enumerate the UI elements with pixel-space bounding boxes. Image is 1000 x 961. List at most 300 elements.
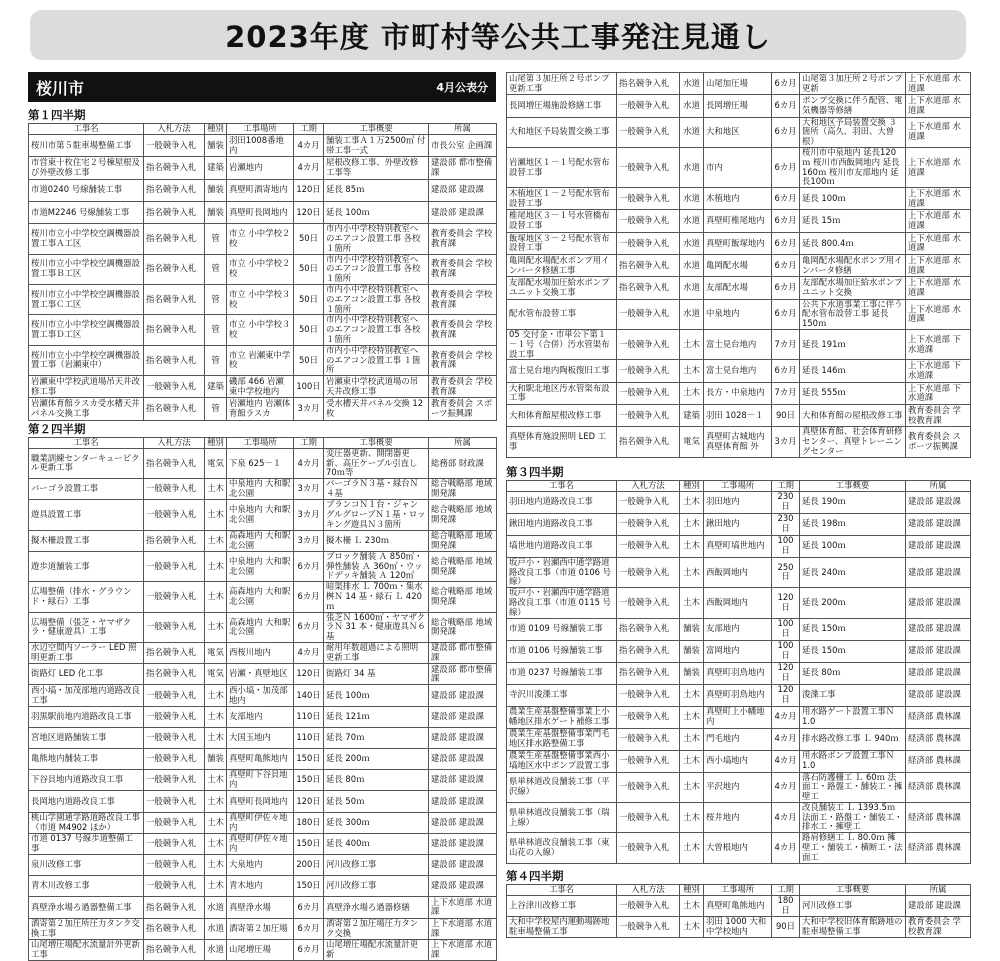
cell-bid-method: 一般競争入札 [617, 232, 680, 254]
cell-department: 上下水道部 水道課 [429, 918, 497, 939]
cell-category: 土木 [205, 685, 227, 706]
cell-work-name: 大和駅北地区汚水管渠布設工事 [507, 382, 617, 404]
cell-department: 建設部 建設課 [906, 895, 971, 916]
cell-location: 友部配水場 [704, 277, 772, 299]
cell-bid-method: 指名競争入札 [617, 255, 680, 277]
column-header-location: 工事場所 [227, 124, 294, 135]
cell-category: 土木 [680, 491, 704, 513]
cell-bid-method: 一般競争入札 [617, 750, 680, 772]
cell-department: 建設部 建設課 [429, 833, 497, 854]
cell-department: 総合戦略部 地域開発課 [429, 551, 497, 581]
cell-location: 岩瀬・真壁地区 [227, 664, 294, 685]
table-row [507, 588, 971, 618]
table-row [29, 854, 497, 875]
cell-duration: 4カ月 [294, 157, 324, 179]
cell-department: 上下水道部 下水道課 [906, 360, 971, 382]
cell-category: 舗装 [205, 135, 227, 157]
cell-department: 上下水道部 下水道課 [906, 382, 971, 404]
cell-bid-method: 指名競争入札 [144, 201, 205, 223]
cell-bid-method: 一般競争入札 [617, 557, 680, 587]
cell-duration: 150日 [294, 876, 324, 897]
cell-summary: 山尾第３加圧所２号ポンプ更新 [800, 73, 906, 95]
cell-summary: 延長 240ｍ [800, 557, 906, 587]
cell-work-name: 広場整備（排水・グラウンド・緑石）工事 [29, 582, 144, 612]
table-row [29, 643, 497, 664]
cell-department: 建設部 建設課 [429, 854, 497, 875]
cell-duration: 100日 [294, 376, 324, 398]
cell-location: 西飯岡地内 [704, 588, 772, 618]
cell-category: 土木 [680, 833, 704, 863]
cell-department: 上下水道部 水道課 [906, 232, 971, 254]
cell-location: 大国玉地内 [227, 727, 294, 748]
cell-department: 建設部 建設課 [906, 557, 971, 587]
cell-summary: 市内小中学校特別教室へのエアコン設置工事 各校１箇所 [324, 224, 429, 254]
cell-summary: 路肩修繕工 Ｌ 80.0ｍ 擁壁工・舗装工・横断工・法面工 [800, 833, 906, 863]
cell-summary: 浚渫工事 [800, 684, 906, 706]
right-column [506, 72, 970, 938]
cell-bid-method: 一般競争入札 [617, 95, 680, 117]
cell-bid-method: 一般競争入札 [617, 382, 680, 404]
cell-bid-method: 指名競争入札 [144, 448, 205, 478]
cell-work-name: 西小塙・加茂部地内道路改良工事 [29, 685, 144, 706]
cell-summary: 市内小中学校特別教室へのエアコン設置工事 各校１箇所 [324, 315, 429, 345]
cell-duration: 180日 [294, 812, 324, 833]
cell-location: 真壁町古城地内 真壁体育館 外 [704, 427, 772, 457]
left-column [28, 72, 496, 961]
cell-category: 土木 [680, 557, 704, 587]
cell-summary: 亀岡配水場配水ポンプ用インバータ修繕 [800, 255, 906, 277]
cell-duration: 120日 [294, 791, 324, 812]
cell-summary: パーゴラＮ３基・緑台Ｎ４基 [324, 479, 429, 500]
cell-bid-method: 一般競争入札 [617, 916, 680, 937]
cell-location: 富士見台地内 [704, 360, 772, 382]
cell-department: 建設部 建設課 [429, 812, 497, 833]
table-row [29, 135, 497, 157]
cell-summary: 排水路改修工事 Ｌ 940ｍ [800, 728, 906, 750]
cell-bid-method: 一般競争入札 [617, 117, 680, 147]
cell-category: 土木 [205, 876, 227, 897]
cell-bid-method: 一般競争入札 [144, 727, 205, 748]
cell-work-name: 羽田地内道路改良工事 [507, 491, 617, 513]
cell-summary: 落石防護柵工 Ｌ 60ｍ 法面工・路盤工・舗装工・擁壁工 [800, 772, 906, 802]
cell-duration: 6カ月 [772, 232, 800, 254]
cell-summary: 延長 100ｍ [324, 201, 429, 223]
cell-bid-method: 一般競争入札 [144, 479, 205, 500]
cell-summary: 受水槽天井パネル交換 12 枚 [324, 398, 429, 420]
cell-department: 上下水道部 水道課 [906, 210, 971, 232]
cell-location: 市立 小中学校３校 [227, 315, 294, 345]
cell-summary: 大和中学校旧体育館跡地の駐車場整備工事 [800, 916, 906, 937]
cell-duration: 230日 [772, 513, 800, 535]
cell-duration: 180日 [772, 895, 800, 916]
cell-work-name: 山尾第３加圧所２号ポンプ更新工事 [507, 73, 617, 95]
cell-duration: 7カ月 [772, 382, 800, 404]
cell-location: 真壁町塙世地内 [704, 535, 772, 557]
cell-duration: 6カ月 [294, 939, 324, 960]
cell-duration: 50日 [294, 224, 324, 254]
cell-bid-method: 一般競争入札 [617, 728, 680, 750]
cell-summary: 延長 800.4ｍ [800, 232, 906, 254]
table-row [29, 530, 497, 551]
cell-category: 土木 [680, 330, 704, 360]
cell-bid-method: 指名競争入札 [144, 643, 205, 664]
cell-department: 建設部 建設課 [429, 685, 497, 706]
cell-location: 亀岡配水場 [704, 255, 772, 277]
table-row [507, 255, 971, 277]
table-row [29, 727, 497, 748]
column-header-summary: 工事概要 [324, 124, 429, 135]
cell-bid-method: 一般競争入札 [617, 299, 680, 329]
cell-department: 上下水道部 水道課 [906, 147, 971, 187]
table-row [29, 179, 497, 201]
cell-bid-method: 指名競争入札 [144, 157, 205, 179]
cell-category: 水道 [680, 232, 704, 254]
cell-work-name: 市道M2246 号線舗装工事 [29, 201, 144, 223]
cell-summary: 酒寄第２加圧場圧力タンク交換 [324, 918, 429, 939]
cell-summary: 延長 100ｍ [324, 685, 429, 706]
cell-category: 土木 [680, 535, 704, 557]
cell-bid-method: 指名競争入札 [144, 918, 205, 939]
table-row [507, 360, 971, 382]
cell-department: 建設部 建設課 [906, 535, 971, 557]
column-header-work-name: 工事名 [29, 124, 144, 135]
cell-duration: 230日 [772, 491, 800, 513]
cell-category: 水道 [680, 299, 704, 329]
cell-category: 土木 [680, 588, 704, 618]
table-row [507, 299, 971, 329]
cell-department: 総合戦略部 地域開発課 [429, 530, 497, 551]
table-row [507, 405, 971, 427]
cell-location: 岩瀬地内 [227, 157, 294, 179]
cell-bid-method: 指名競争入札 [144, 254, 205, 284]
cell-department: 建設部 建設課 [429, 706, 497, 727]
cell-duration: 110日 [294, 727, 324, 748]
cell-work-name: 広場整備（張芝・ヤマザクラ・健康遊具）工事 [29, 612, 144, 642]
cell-location: 羽田 1028－１ [704, 405, 772, 427]
table-header-row [29, 124, 497, 135]
table-row [29, 833, 497, 854]
cell-category: 土木 [205, 479, 227, 500]
cell-summary: 延長 400ｍ [324, 833, 429, 854]
cell-department: 教育委員会 学校教育課 [906, 405, 971, 427]
cell-department: 総合戦略部 地域開発課 [429, 582, 497, 612]
cell-summary: 市内小中学校特別教室へのエアコン設置工事 １箇所 [324, 345, 429, 375]
cell-department: 教育委員会 学校教育課 [429, 224, 497, 254]
cell-department: 経済部 農林課 [906, 728, 971, 750]
cell-work-name: 職業訓練センターキュービクル更新工事 [29, 448, 144, 478]
cell-department: 総合戦略部 地域開発課 [429, 479, 497, 500]
cell-duration: 6カ月 [294, 582, 324, 612]
cell-bid-method: 指名競争入札 [144, 179, 205, 201]
table-row [29, 897, 497, 918]
cell-summary: 張芝Ｎ 1600㎡・ヤマザクラＮ 31 本・健康遊具Ｎ６基 [324, 612, 429, 642]
cell-department: 教育委員会 学校教育課 [429, 254, 497, 284]
table-row [29, 685, 497, 706]
cell-location: 友部地内 [227, 706, 294, 727]
table-row [29, 551, 497, 581]
cell-location: 中泉地内 大和駅北公園 [227, 479, 294, 500]
cell-department: 総務部 財政課 [429, 448, 497, 478]
cell-category: 土木 [680, 772, 704, 802]
cell-bid-method: 指名競争入札 [617, 277, 680, 299]
cell-category: 建築 [205, 376, 227, 398]
cell-duration: 200日 [294, 854, 324, 875]
table-row [507, 535, 971, 557]
cell-category: 土木 [680, 750, 704, 772]
cell-category: 舗装 [680, 618, 704, 640]
cell-work-name: 鍬田地内道路改良工事 [507, 513, 617, 535]
cell-duration: 4カ月 [772, 802, 800, 832]
cell-location: 真壁町羽鳥地内 [704, 684, 772, 706]
cell-duration: 3カ月 [294, 500, 324, 530]
cell-work-name: バーゴラ設置工事 [29, 479, 144, 500]
cell-summary: 延長 85ｍ [324, 179, 429, 201]
cell-bid-method: 一般競争入札 [144, 582, 205, 612]
cell-summary: ポンプ交換に伴う配管、電気機器等修繕 [800, 95, 906, 117]
cell-summary: 延長 150ｍ [800, 640, 906, 662]
cell-bid-method: 一般競争入札 [144, 135, 205, 157]
cell-location: 真壁町長岡地内 [227, 791, 294, 812]
cell-department: 建設部 建設課 [429, 770, 497, 791]
cell-bid-method: 一般競争入札 [617, 491, 680, 513]
cell-category: 管 [205, 284, 227, 314]
cell-work-name: 農業生産基盤整備事業門毛地区排水路整備工事 [507, 728, 617, 750]
quarter-title-q4: 第４四半期 [506, 868, 564, 883]
cell-category: 水道 [680, 188, 704, 210]
cell-summary: 真壁体育館、社会体育研修センター、真壁トレーニングセンター [800, 427, 906, 457]
table-row [507, 147, 971, 187]
cell-summary: 暗渠排水 Ｌ 700ｍ・集水桝Ｎ 14 基・緑石 Ｌ 420ｍ [324, 582, 429, 612]
cell-category: 管 [205, 398, 227, 420]
cell-bid-method: 指名競争入札 [617, 73, 680, 95]
cell-location: 羽田1008番地内 [227, 135, 294, 157]
cell-duration: 120日 [294, 664, 324, 685]
cell-bid-method: 一般競争入札 [617, 895, 680, 916]
cell-location: 下泉 625－１ [227, 448, 294, 478]
table-row [29, 201, 497, 223]
cell-bid-method: 一般競争入札 [144, 833, 205, 854]
cell-work-name: 岩瀬体育館ラスカ受水槽天井パネル交換工事 [29, 398, 144, 420]
cell-category: 水道 [680, 210, 704, 232]
cell-duration: 150日 [294, 833, 324, 854]
cell-work-name: 寺沢川浚渫工事 [507, 684, 617, 706]
table-row [507, 916, 971, 937]
table-row [507, 833, 971, 863]
cell-location: 山尾加圧場 [704, 73, 772, 95]
cell-bid-method: 一般競争入札 [144, 612, 205, 642]
cell-work-name: 市道 0237 号線舗装工事 [507, 662, 617, 684]
cell-location: 鍬田地内 [704, 513, 772, 535]
cell-location: 門毛地内 [704, 728, 772, 750]
cell-duration: 90日 [772, 916, 800, 937]
cell-summary: 桜川市中泉地内 延長120ｍ 桜川市西飯岡地内 延長160ｍ 桜川市友部地内 延長100ｍ [800, 147, 906, 187]
table-row [29, 749, 497, 770]
cell-work-name: 擬木柵設置工事 [29, 530, 144, 551]
table-row [507, 895, 971, 916]
cell-work-name: 県単林道改良舗装工事（瑞上線） [507, 802, 617, 832]
table-q4 [506, 884, 971, 938]
cell-duration: 120日 [772, 588, 800, 618]
cell-summary: 延長 80ｍ [324, 770, 429, 791]
cell-work-name: 桜川市立小中学校空調機器設置工事（岩瀬東中） [29, 345, 144, 375]
cell-location: 大泉地内 [227, 854, 294, 875]
cell-duration: 150日 [294, 749, 324, 770]
cell-department: 市長公室 企画課 [429, 135, 497, 157]
table-row [507, 618, 971, 640]
cell-category: 土木 [205, 500, 227, 530]
cell-location: 山尾増圧場 [227, 939, 294, 960]
cell-bid-method: 一般競争入札 [144, 749, 205, 770]
cell-location: 西桜川地内 [227, 643, 294, 664]
cell-bid-method: 指名競争入札 [144, 224, 205, 254]
table-row [29, 939, 497, 960]
column-header-work-name: 工事名 [507, 884, 617, 895]
cell-department: 教育委員会 学校教育課 [429, 345, 497, 375]
cell-department: 経済部 農林課 [906, 706, 971, 728]
cell-summary: 真壁浄水場ろ過器修繕 [324, 897, 429, 918]
cell-duration: 100日 [772, 640, 800, 662]
cell-duration: 6カ月 [772, 147, 800, 187]
cell-location: 高森地内 大和駅北公園 [227, 582, 294, 612]
cell-bid-method: 一般競争入札 [617, 684, 680, 706]
cell-work-name: 亀岡配水場配水ポンプ用インバータ修繕工事 [507, 255, 617, 277]
cell-bid-method: 指名競争入札 [617, 662, 680, 684]
column-header-category: 種別 [680, 884, 704, 895]
cell-department: 建設部 建設課 [906, 684, 971, 706]
cell-category: 土木 [680, 895, 704, 916]
table-row [29, 376, 497, 398]
cell-duration: 3カ月 [294, 479, 324, 500]
cell-work-name: 坂戸小・岩瀬西中通学路道路改良工事（市道 0106 号線） [507, 557, 617, 587]
cell-summary: ブランコＮ１台・ジャングルグローブＮ１基・ロッキング遊具Ｎ３箇所 [324, 500, 429, 530]
cell-category: 水道 [680, 117, 704, 147]
cell-work-name: 亀熊地内舗装工事 [29, 749, 144, 770]
cell-work-name: 羽黒駅前地内道路改良工事 [29, 706, 144, 727]
cell-department: 建設部 建設課 [906, 491, 971, 513]
cell-category: 水道 [680, 147, 704, 187]
cell-duration: 120日 [294, 179, 324, 201]
cell-work-name: 木植地区１－２号配水管布設替工事 [507, 188, 617, 210]
cell-work-name: 桜川市立小中学校空調機器設置工事Ｄ工区 [29, 315, 144, 345]
cell-category: 土木 [680, 513, 704, 535]
table-row [29, 612, 497, 642]
cell-duration: 6カ月 [772, 117, 800, 147]
cell-bid-method: 指名競争入札 [144, 939, 205, 960]
cell-summary: 改良舗装工 Ｌ 1393.5ｍ 法面工・路盤工・舗装工・排水工・擁壁工 [800, 802, 906, 832]
table-q2-continued [506, 72, 971, 458]
cell-work-name: 市道 0137 号線歩道整備工事 [29, 833, 144, 854]
table-q3 [506, 480, 971, 864]
cell-work-name: 遊歩道舗装工事 [29, 551, 144, 581]
cell-department: 建設部 都市整備課 [429, 643, 497, 664]
cell-bid-method: 一般競争入札 [617, 513, 680, 535]
table-row [507, 706, 971, 728]
cell-summary: 河川改修工事 [324, 854, 429, 875]
column-header-bid-method: 入札方法 [144, 124, 205, 135]
cell-location: 大和地区 [704, 117, 772, 147]
cell-category: 土木 [680, 706, 704, 728]
cell-work-name: 大和地区予局装置交換工事 [507, 117, 617, 147]
cell-bid-method: 一般競争入札 [144, 376, 205, 398]
cell-duration: 90日 [772, 405, 800, 427]
cell-bid-method: 一般競争入札 [617, 772, 680, 802]
cell-category: 土木 [205, 770, 227, 791]
cell-category: 土木 [205, 706, 227, 727]
cell-work-name: 街路灯 LED 化工事 [29, 664, 144, 685]
cell-location: 真壁町下谷貝地内 [227, 770, 294, 791]
cell-location: 羽田 1000 大和中学校地内 [704, 916, 772, 937]
cell-location: 友部地内 [704, 618, 772, 640]
cell-bid-method: 一般競争入札 [617, 210, 680, 232]
column-header-summary: 工事概要 [324, 437, 429, 448]
cell-department: 建設部 建設課 [906, 662, 971, 684]
column-header-work-name: 工事名 [29, 437, 144, 448]
cell-category: 土木 [680, 728, 704, 750]
cell-work-name: 桜川市立小中学校空調機器設置工事Ａ工区 [29, 224, 144, 254]
cell-category: 水道 [205, 918, 227, 939]
cell-department: 建設部 建設課 [429, 179, 497, 201]
cell-department: 経済部 農林課 [906, 772, 971, 802]
cell-department: 建設部 建設課 [429, 791, 497, 812]
cell-bid-method: 一般競争入札 [144, 685, 205, 706]
cell-bid-method: 一般競争入札 [617, 405, 680, 427]
cell-summary: 延長 100ｍ [800, 188, 906, 210]
cell-department: 経済部 農林課 [906, 833, 971, 863]
cell-summary: 市内小中学校特別教室へのエアコン設置工事 各校１箇所 [324, 284, 429, 314]
cell-category: 管 [205, 315, 227, 345]
cell-duration: 4カ月 [772, 833, 800, 863]
cell-summary: 延長 190ｍ [800, 491, 906, 513]
cell-duration: 4カ月 [294, 643, 324, 664]
cell-location: 市立 小中学校２校 [227, 224, 294, 254]
cell-location: 西小塙地内 [704, 750, 772, 772]
cell-summary: 延長 121ｍ [324, 706, 429, 727]
table-row [507, 557, 971, 587]
cell-summary: 市内小中学校特別教室へのエアコン設置工事 各校１箇所 [324, 254, 429, 284]
cell-duration: 110日 [294, 706, 324, 727]
publication-note: 4月公表分 [436, 81, 488, 94]
column-header-summary: 工事概要 [800, 884, 906, 895]
table-row [507, 772, 971, 802]
cell-location: 真壁町亀熊地内 [704, 895, 772, 916]
cell-category: 土木 [680, 684, 704, 706]
cell-department: 教育委員会 学校教育課 [906, 916, 971, 937]
table-row [507, 728, 971, 750]
column-header-category: 種別 [205, 124, 227, 135]
cell-work-name: 岩瀬東中学校武道場吊天井改修工事 [29, 376, 144, 398]
cell-bid-method: 指名競争入札 [144, 664, 205, 685]
table-row [29, 876, 497, 897]
cell-duration: 4カ月 [772, 772, 800, 802]
table-header-row [507, 884, 971, 895]
cell-category: 電気 [205, 643, 227, 664]
cell-department: 教育委員会 スポーツ振興課 [906, 427, 971, 457]
cell-work-name: 05 交付金・市単公下第１－１号（合併）汚水管渠布設工事 [507, 330, 617, 360]
cell-category: 管 [205, 224, 227, 254]
cell-location: 真壁町椎尾地内 [704, 210, 772, 232]
cell-category: 管 [205, 254, 227, 284]
cell-summary: 大和体育館の屋根改修工事 [800, 405, 906, 427]
cell-department: 建設部 建設課 [429, 727, 497, 748]
cell-category: 水道 [680, 277, 704, 299]
cell-department: 教育委員会 学校教育課 [429, 376, 497, 398]
cell-work-name: 大和体育館屋根改修工事 [507, 405, 617, 427]
cell-duration: 6カ月 [294, 612, 324, 642]
table-row [29, 224, 497, 254]
cell-category: 舗装 [205, 749, 227, 770]
cell-bid-method: 一般競争入札 [144, 551, 205, 581]
cell-category: 電気 [205, 448, 227, 478]
